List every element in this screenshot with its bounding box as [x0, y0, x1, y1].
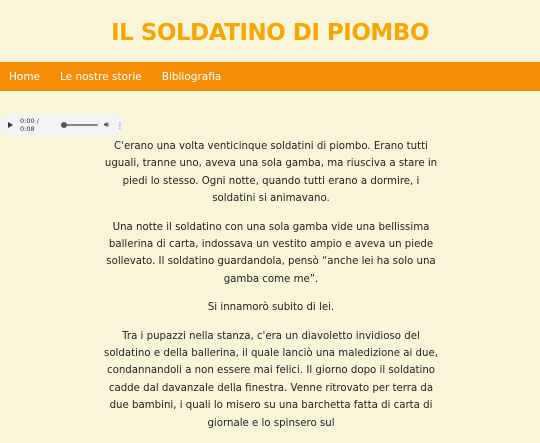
nav-bibliography-link[interactable]: Bibliografia: [161, 70, 222, 83]
story-paragraph: Si innamorò subito di lei.: [207, 302, 335, 314]
story-paragraph: Una notte il soldatino con una sola gamba vide una bellissima ballerina di carta, indossava un vestito ampio e aveva un piede sollevato. Il soldatino guardandola, pensò “anche lei ha solo una gamba come me”.: [106, 221, 436, 285]
more-options-icon[interactable]: ⋮: [116, 120, 124, 130]
story-content: [103, 138, 439, 443]
volume-icon[interactable]: 🔊︎: [103, 120, 109, 129]
story-paragraph: C'erano una volta venticinque soldatini di piombo. Erano tutti uguali, tranne uno, aveva una sola gamba, ma riusciva a stare in piedi lo stesso. Ogni notte, quando tutti erano a dormire, i soldatini si animavano.: [104, 141, 438, 205]
site-title: IL SOLDATINO DI PIOMBO: [111, 20, 429, 46]
main-navbar: [0, 62, 540, 91]
play-icon[interactable]: [8, 122, 13, 128]
audio-time: 0:00 / 0:08: [20, 117, 39, 133]
nav-home-link[interactable]: Home: [9, 70, 41, 83]
story-paragraph: Tra i pupazzi nella stanza, c'era un diavoletto invidioso del soldatino e della ballerina, il quale lanciò una maledizione ai due, condannandoli a non essere mai felici. Il giorno dopo il soldatino cadde dal davanzale della finestra. Venne ritrovato per terra da due bambini, i quali lo misero su una barchetta fatta di carta di giornale e lo spinsero sul: [104, 330, 438, 429]
audio-progress-track[interactable]: [63, 124, 98, 126]
audio-player[interactable]: [0, 114, 124, 136]
audio-progress-knob[interactable]: [61, 122, 67, 128]
site-header: [0, 0, 540, 62]
nav-stories-link[interactable]: Le nostre storie: [60, 70, 142, 83]
